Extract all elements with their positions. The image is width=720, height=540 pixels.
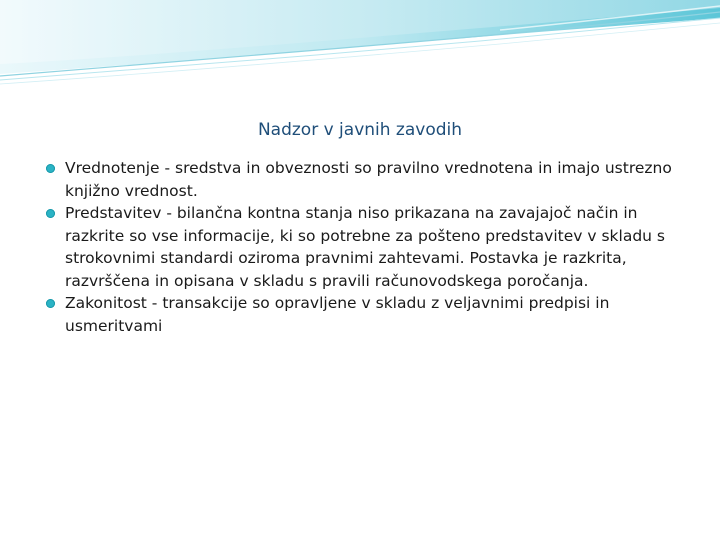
slide-title [0,120,720,140]
bullet-list [46,157,676,337]
bullet-item [46,292,676,337]
bullet-dot-icon [46,164,55,173]
bullet-item [46,157,676,202]
bullet-text: Vrednotenje - sredstva in obveznosti so pravilno vrednotena in imajo ustrezno knjižno vrednost. [65,159,672,200]
bullet-text: Zakonitost - transakcije so opravljene v skladu z veljavnimi predpisi in usmeritvami [65,294,610,335]
bullet-text: Predstavitev - bilančna kontna stanja niso prikazana na zavajajoč način in razkrite so vse informacije, ki so potrebne za pošteno predstavitev v skladu s strokovnimi standardi oziroma pravnimi zahtevami. Postavka je razkrita, razvrščena in opisana v skladu s pravili računovodskega poročanja. [65,204,665,290]
bullet-dot-icon [46,299,55,308]
bullet-dot-icon [46,209,55,218]
header-wave-decoration [0,0,720,90]
slide-title-text: Nadzor v javnih zavodih [257,120,463,140]
bullet-item [46,202,676,292]
